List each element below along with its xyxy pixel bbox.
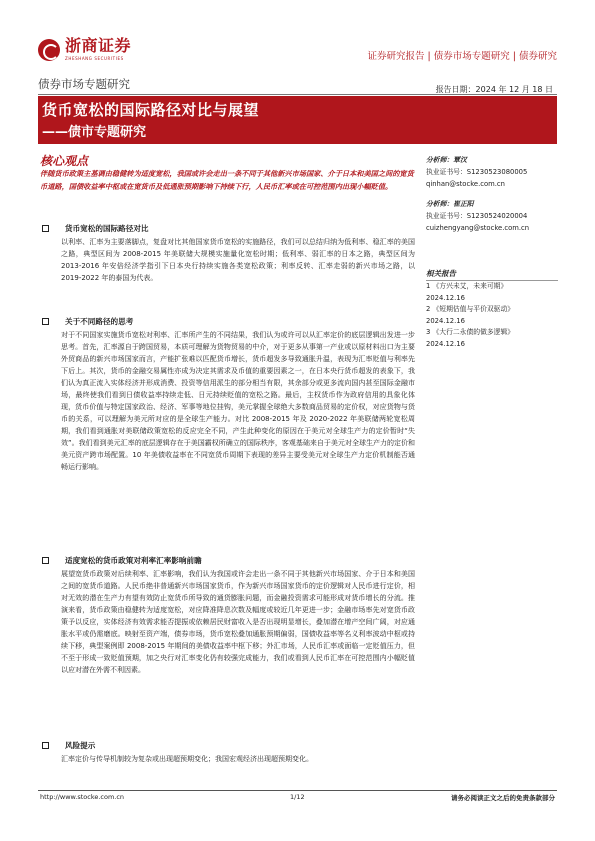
section-body: 展望宽货币政策对后续利率、汇率影响，我们认为我国或许会走出一条不同于其他新兴市场国家、介于日本和美国之间的宽货币道路。人民币绝非普通新兴市场国家货币，作为新兴市场国家货币的定价逻辑对人民币进行定价，相对无效的潜在生产力有望有效防止宽货币所导致的通货膨胀问题，而金融投资需求可能形成对货币增长的分流。推演来看，货币政策由稳健转为适度宽松，对应降准降息次数及幅度或较近几年更进一步；金融市场率先对宽货币政策予以反应，实体经济有效需求能否提振或依赖居民财富收入是否出现明显增长，叠加潜在增产空间广阔，对应通胀水平或仍需磨底。映射至资产端，债券市场，货币宽松叠加通胀预期偏弱，国债收益率等名义利率波动中枢或持续下移，典型案例即 2008-2015 年期间的美债收益率中枢下移；外汇市场，人民币汇率或面临一定贬值压力，但不至于形成一致贬值预期，加之央行对汇率变化仍有较强完成能力，我们或看到人民币汇率在可控范围内小幅贬值以应对潜在外需不利因素。 <box>61 570 415 674</box>
checkbox-bullet-icon <box>42 557 49 564</box>
related-report-title[interactable]: 3 《大行二永债的做多逻辑》 <box>426 328 515 336</box>
core-views-text: 伴随货币政策主基调由稳健转为适度宽松，我国或许会走出一条不同于其他新兴市场国家、介于日本和美国之间的宽货币道路，国债收益率中枢或在宽货币及低通胀预期影响下持续下行，人民币汇率或在可控范围内出现小幅贬值。 <box>40 169 414 191</box>
analyst-email[interactable]: qinhan@stocke.com.cn <box>426 180 505 188</box>
analyst-email[interactable]: cuizhengyang@stocke.com.cn <box>426 224 530 232</box>
title-banner <box>38 96 557 144</box>
section-path-thoughts <box>40 316 415 473</box>
section-outlook <box>40 555 415 676</box>
report-series: 债券市场专题研究 <box>38 77 130 91</box>
logo-icon <box>38 39 60 61</box>
logo-english-name: ZHESHANG SECURITIES <box>65 56 124 61</box>
analyst-name: 分析师：崔正阳 <box>426 200 474 208</box>
analyst-license: 执业证书号：S1230524020004 <box>426 212 528 220</box>
section-heading: 适度宽松的货币政策对利率汇率影响前瞻 <box>65 556 202 565</box>
footer-disclaimer: 请务必阅读正文之后的免责条款部分 <box>451 794 555 802</box>
core-views-heading: 核心观点 <box>40 154 89 168</box>
header-divider <box>38 94 557 95</box>
related-report-title[interactable]: 1 《方兴未艾，未来可期》 <box>426 282 508 290</box>
section-heading: 风险提示 <box>65 741 96 750</box>
footer-website-link[interactable]: http://www.stocke.com.cn <box>40 793 125 801</box>
related-reports-heading: 相关报告 <box>426 269 456 278</box>
analyst-name: 分析师：覃汉 <box>426 156 467 164</box>
logo-chinese-name: 浙商证券 <box>65 36 132 55</box>
section-heading: 货币宽松的国际路径对比 <box>65 224 149 233</box>
related-report-date: 2024.12.16 <box>426 339 465 348</box>
section-body: 以利率、汇率为主要落脚点，复盘对比其他国家货币宽松的实施路径，我们可以总结归纳为低利率、稳汇率的美国之路，典型区间为 2008-2015 年美联储大规模实施量化宽松时期；低利率、弱汇率的日本之路，典型区间为 2013-2016 年安倍经济学指引下日本央行持续实施各类宽松政策；利率反转、汇率走弱的新兴市场之路，以 2019-2022 年的泰国为代表。 <box>61 238 415 282</box>
footer-divider <box>38 790 557 791</box>
related-reports-list <box>426 281 561 350</box>
report-date: 报告日期：2024 年 12 月 18 日 <box>435 85 553 94</box>
analyst-card <box>426 154 561 190</box>
section-body: 汇率定价与传导机制较为复杂或出现超预期变化；我国宏观经济出现超预期变化。 <box>61 755 313 763</box>
analyst-license: 执业证书号：S1230523080005 <box>426 168 528 176</box>
related-report-date: 2024.12.16 <box>426 293 465 302</box>
section-policy-paths <box>40 223 415 284</box>
analyst-card <box>426 198 561 234</box>
related-report-date: 2024.12.16 <box>426 316 465 325</box>
checkbox-bullet-icon <box>42 742 49 749</box>
report-categories: 证券研究报告 | 债券市场专题研究 | 债券研究 <box>367 51 557 62</box>
report-title: 货币宽松的国际路径对比与展望 <box>42 101 260 119</box>
section-heading: 关于不同路径的思考 <box>65 317 134 326</box>
section-risk <box>40 740 415 765</box>
section-body: 对于不同国家实施货币宽松对利率、汇率所产生的不同结果，我们认为或许可以从汇率定价的底层逻辑出发进一步思考。首先，汇率源自于跨国贸易，本质可理解为货物贸易的中介，对于更多从事第一产业或以原材料出口为主要外贸商品的新兴市场国家而言，产能扩张难以匹配货币增长，货币超发多导致通胀升温，表现为汇率贬值与利率先下后上。其次，货币的金融交易属性亦成为决定其需求及币值的重要因素之一，在日本央行货币超发的表象下，我们认为真正流入实体经济并形成消费、投资等信用派生的部分相当有限，其余部分或更多流向国内甚至国际金融市场，最终使我们看到日债收益率持续走低、日元持续贬值的宽松之路。最后，主权货币作为政府信用的具象化体现，货币价值与特定国家政治、经济、军事等地位挂钩，美元掌握全球绝大多数商品贸易的定价权，对应货物与货币的关系，可以理解为美元所对应的是全球生产能力。对比 2008-2015 年及 2020-2022 年美联储两轮宽松周期，我们看到通胀对美联储政策宽松的反应完全不同，产生此种变化的原因在于美元对全球生产力的定价暂时“失效”。我们看到美元汇率的底层逻辑存在于美国霸权所确立的国际秩序，客观基础来自于美元对全球生产力的定价和美元资产跨市场配置。10 年美债收益率在不同宽货币周期下表现的差异主要受美元对全球生产力定价机制能否通畅运行影响。 <box>61 331 415 471</box>
page-number: 1/12 <box>290 793 305 801</box>
report-subtitle: ——债市专题研究 <box>42 125 147 140</box>
related-report-title[interactable]: 2 《短期估值与平价双驱动》 <box>426 305 515 313</box>
checkbox-bullet-icon <box>42 225 49 232</box>
company-logo <box>38 38 131 61</box>
checkbox-bullet-icon <box>42 318 49 325</box>
